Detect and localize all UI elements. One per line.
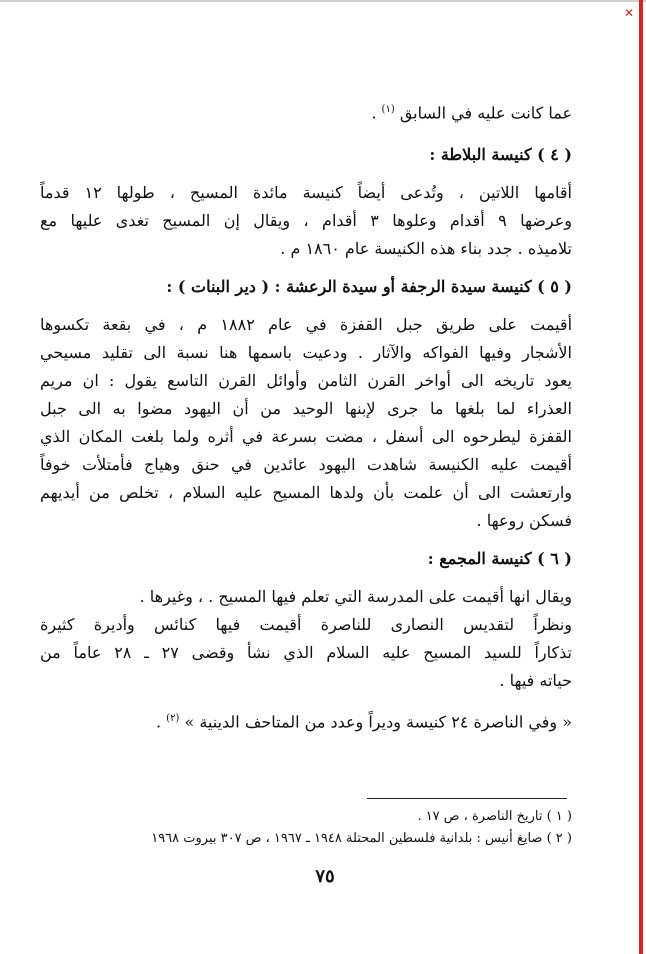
paragraph-line: العذراء لما بلغها ما جرى لإبنها الوحيد من أن اليهود مضوا به الى جبل <box>40 399 572 419</box>
closing-quote-text: « وفي الناصرة ٢٤ كنيسة وديراً وعدد من المتاحف الدينية » <box>184 712 572 732</box>
footnote-ref-1: (١) <box>381 104 395 115</box>
window-right-border <box>639 0 643 954</box>
footnote-1: ( ١ ) تاريخ الناصرة ، ص ١٧ . <box>417 809 572 824</box>
paragraph-line: الأشجار وفيها الفواكه والآثار . ودعيت باسمها هنا نسبة الى تقليد مسيحي <box>40 343 572 363</box>
document-page <box>40 96 572 737</box>
paragraph-line: أقامها اللاتين ، وتُدعى أيضاً كنيسة مائدة المسيح ، طولها ١٢ قدماً <box>40 183 572 203</box>
window-top-edge <box>0 0 646 2</box>
paragraph-line: ونظراً لتقديس النصارى للناصرة أقيمت فيها كنائس وأديرة كثيرة <box>40 615 572 635</box>
paragraph-line: يعود تاريخه الى أواخر القرن الثامن وأوائل القرن التاسع يقول : ان مريم <box>40 371 572 391</box>
continuation-end: . <box>371 103 382 123</box>
footnotes <box>40 806 572 850</box>
footnote-divider <box>367 798 567 799</box>
paragraph-line: تلاميذه . جدد بناء هذه الكنيسة عام ١٨٦٠ م . <box>280 239 572 259</box>
paragraph-line: القفزة ليطرحوه الى أسفل ، مضت بسرعة في أثره ولما بلغت المكان الذي <box>40 427 572 447</box>
closing-end: . <box>156 712 167 732</box>
footnote-ref-2: (٢) <box>166 713 180 725</box>
paragraph-line: وعرضها ٩ أقدام وعلوها ٣ أقدام ، ويقال إن المسيح تغدى عليها مع <box>40 211 572 231</box>
paragraph-line: أقيمت عليه الكنيسة شاهدت اليهود عائدين في حنق وهياج فأمتلأت خوفاً <box>40 455 572 475</box>
page-number: ٧٥ <box>315 866 335 887</box>
close-icon[interactable]: ✕ <box>624 6 635 20</box>
section-heading-4: ( ٤ ) كنيسة البلاطة : <box>429 145 572 165</box>
paragraph-line: تذكاراً للسيد المسيح عليه السلام الذي نشأ وقضى ٢٧ ـ ٢٨ عاماً من <box>40 643 572 663</box>
paragraph-line: ويقال انها أقيمت على المدرسة التي تعلم فيها المسيح . ، وغيرها . <box>139 587 572 607</box>
paragraph-line: حياته فيها . <box>499 671 572 691</box>
paragraph-line: وارتعشت الى أن علمت بأن ولدها المسيح عليه السلام ، تخلص من أيديهم <box>40 483 572 503</box>
footnote-2: ( ٢ ) صايغ أنيس : بلدانية فلسطين المحتلة ١٩٤٨ ـ ١٩٦٧ ، ص ٣٠٧ بيروت ١٩٦٨ <box>151 831 572 846</box>
closing-quote-line <box>40 705 572 736</box>
section-heading-5: ( ٥ ) كنيسة سيدة الرجفة أو سيدة الرعشة : ( دير البنات ) : <box>166 277 572 297</box>
continuation-text: عما كانت عليه في السابق <box>399 103 572 123</box>
paragraph-line: أقيمت على طريق جبل القفزة في عام ١٨٨٢ م ، في بقعة تكسوها <box>40 315 572 335</box>
section-heading-6: ( ٦ ) كنيسة المجمع : <box>427 549 572 569</box>
paragraph-line: فسكن روعها . <box>476 511 572 531</box>
continuation-line <box>40 96 572 127</box>
